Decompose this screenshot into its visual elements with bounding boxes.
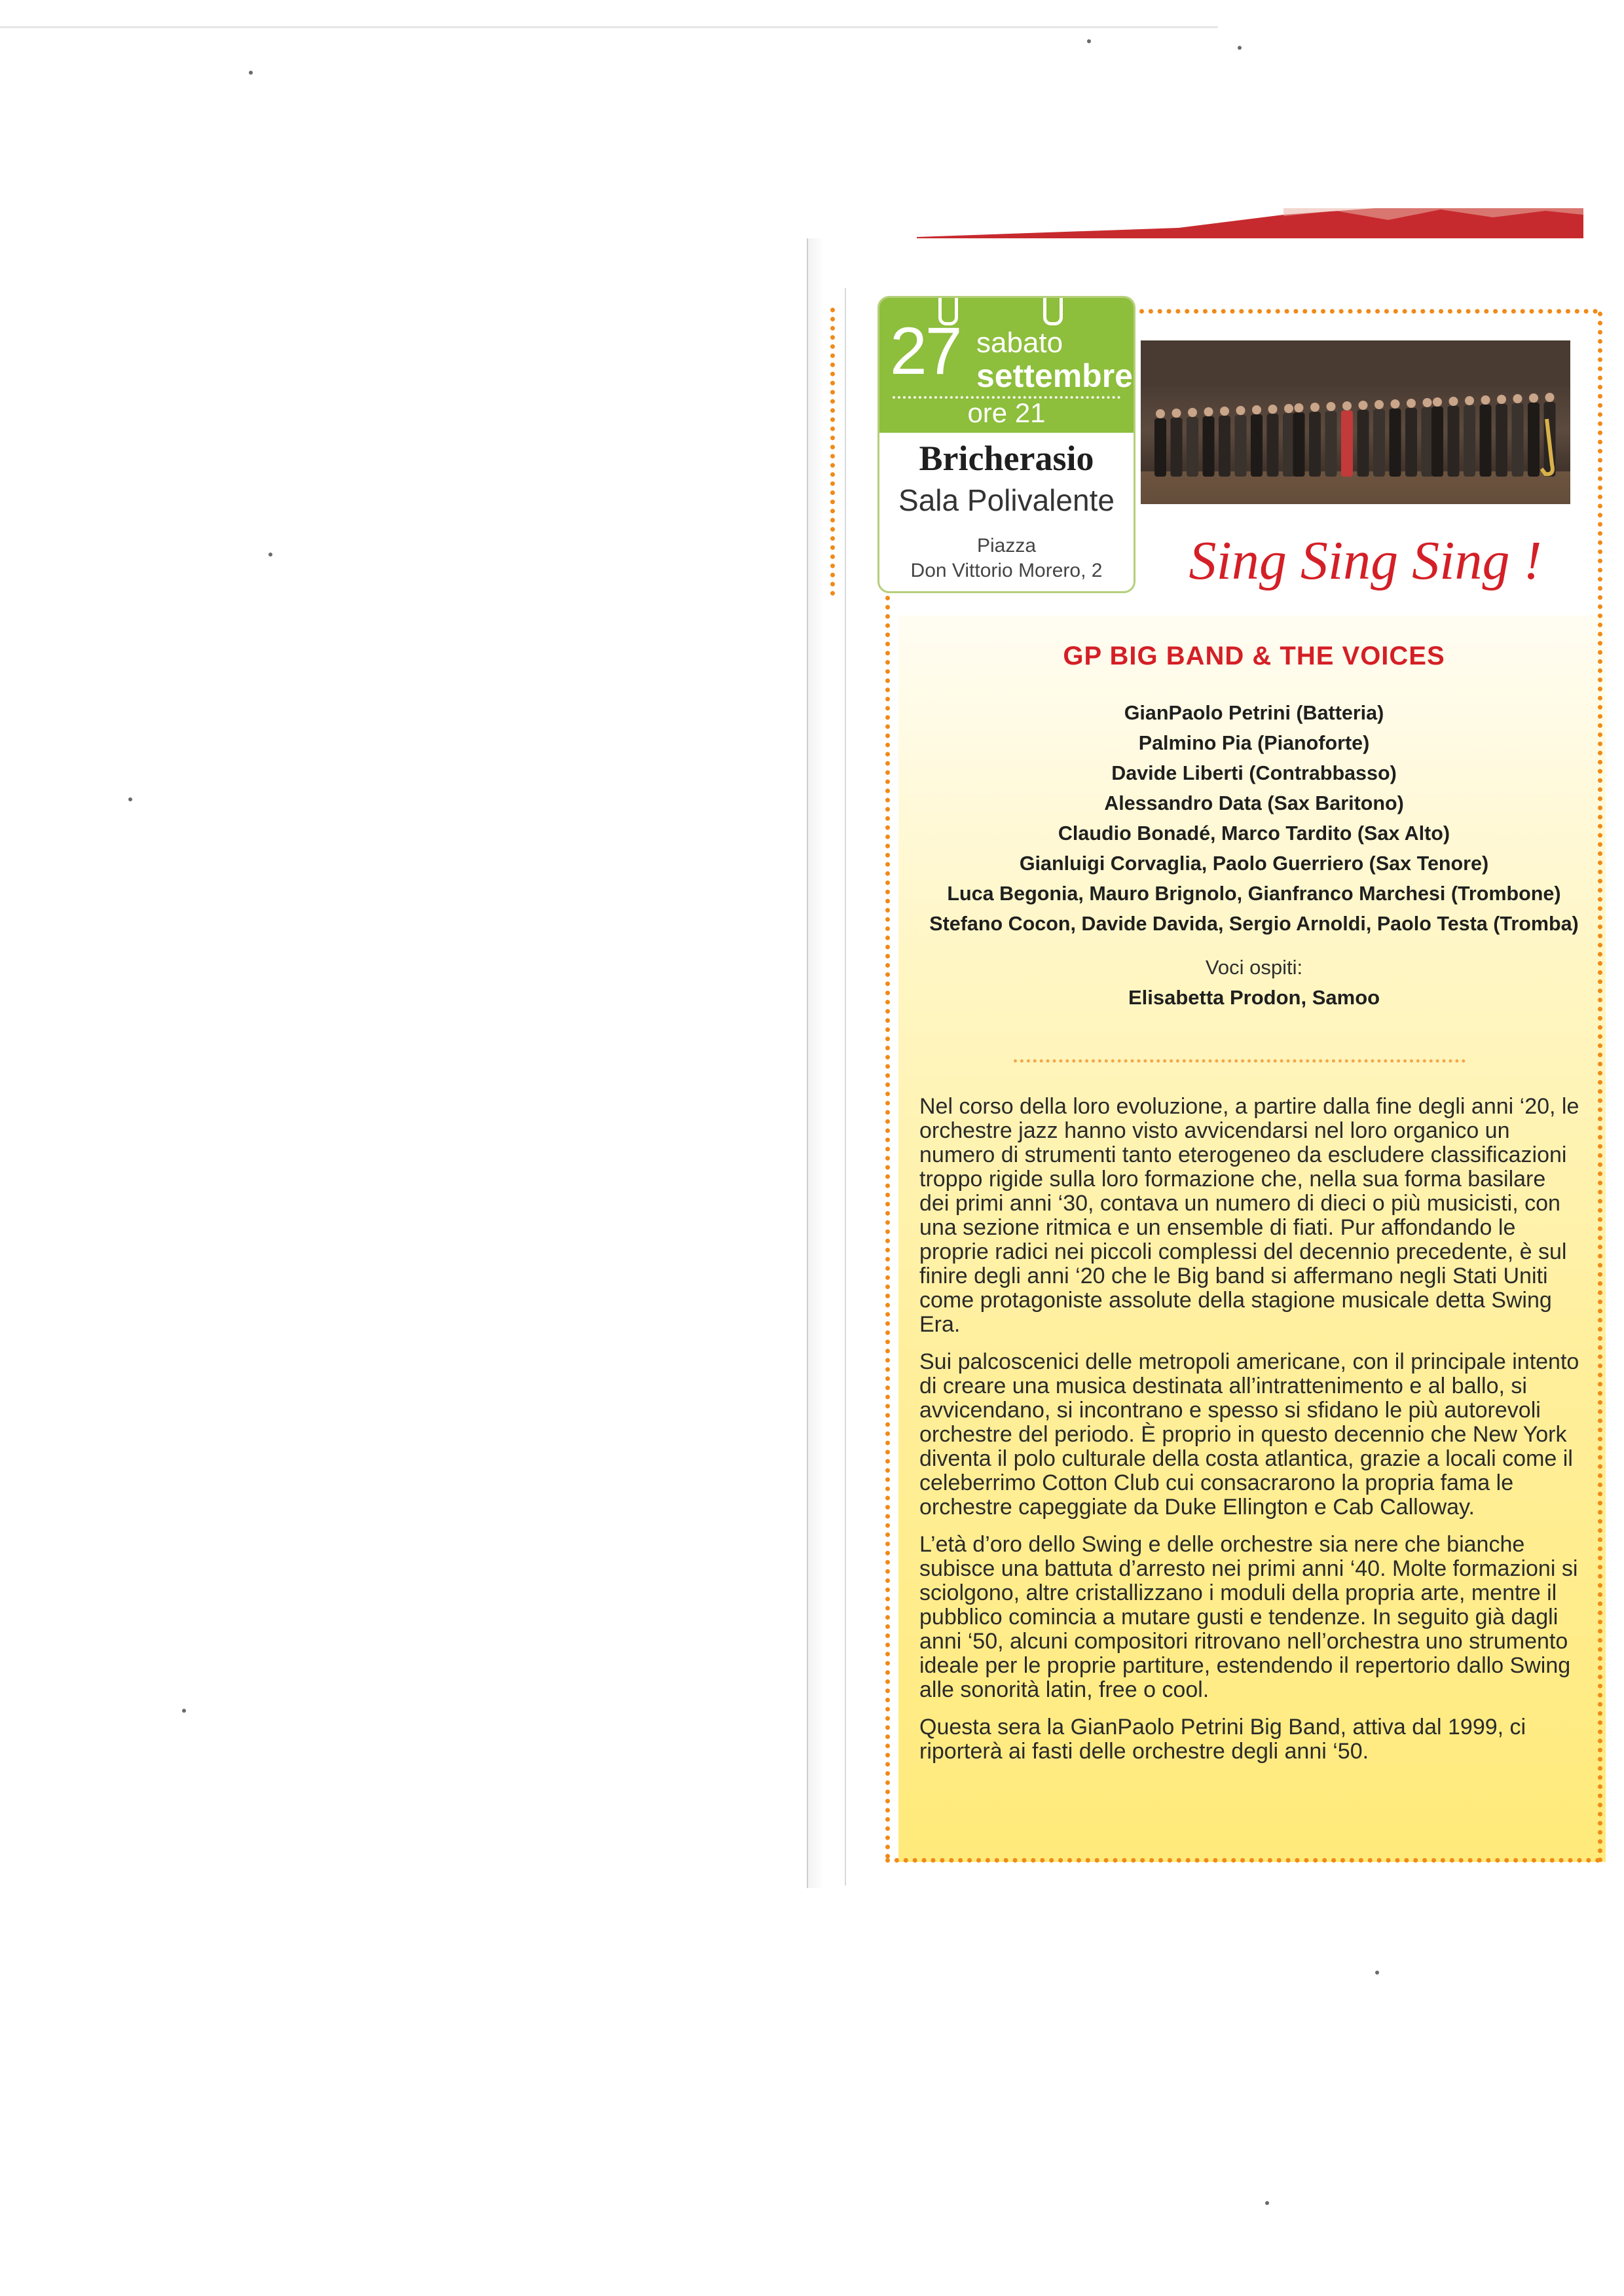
date-card [877,296,1135,593]
band-name: GP BIG BAND & THE VOICES [1063,642,1445,670]
musician-figure [1267,414,1279,477]
musician-head [1433,397,1442,407]
article-paragraph: L’età d’oro dello Swing e delle orchestre sia nere che bianche subisce una battuta d’arresto nei primi anni ‘40. Molte formazioni si sciolgono, altre cristallizzano i moduli della propria arte, mentre il pubblico comincia a mutare gusti e tendenze. In seguito già dagli anni ‘50, alcuni compositori ritrovano nell’orchestra uno strumento ideale per le proprie partiture, estendendo il repertorio dallo Swing alle sonorità latin, free o cool. [919,1532,1578,1702]
musician-head [1236,406,1246,415]
lineup-item: Luca Begonia, Mauro Brignolo, Gianfranco Marchesi (Trombone) [947,883,1561,905]
scan-edge-line [0,26,1218,28]
musician-figure [1293,412,1305,477]
scan-speck [1265,2201,1269,2205]
article-paragraph: Sui palcoscenici delle metropoli americane, con il principale intento di creare una musica destinata all’intrattenimento e al ballo, si avvicendano, si incontrano e spesso si sfidano le più autorevoli orchestre del periodo. È proprio in questo decennio che New York diventa il polo culturale della costa atlantica, grazie a locali come il celeberrimo Cotton Club cui consacrarono la propria fama le orchestre capeggiate da Duke Ellington e Cab Calloway. [919,1349,1579,1520]
musician-head [1423,398,1432,407]
top-banner-strip [917,208,1583,238]
musician-head [1284,404,1293,413]
musician-head [1295,403,1304,412]
scan-speck [1087,39,1091,43]
event-time: ore 21 [967,397,1046,428]
musician-head [1327,402,1336,411]
band-photo [1141,340,1570,504]
lineup-item: Davide Liberti (Contrabbasso) [1111,762,1397,784]
lineup-item: Gianluigi Corvaglia, Paolo Guerriero (Sax Tenore) [1019,852,1489,875]
musician-head [1481,395,1490,405]
musician-head [1172,409,1181,418]
musician-figure [1154,418,1166,477]
event-address-line2: Don Vittorio Morero, 2 [910,560,1103,581]
article-paragraph: Nel corso della loro evoluzione, a partire dalla fine degli anni ‘20, le orchestre jazz hanno visto avvicendarsi nel loro organico un numero di strumenti tanto eterogeneo da escludere classificazioni troppo rigide sulla loro formazione che, nella sua forma basilare dei primi anni ‘30, contava un numero di dieci o più musicisti, con una sezione ritmica e un ensemble di fiati. Pur affondando le proprie radici nei piccoli complessi del decennio precedente, è sul finire degli anni ‘20 che le Big band si affermano negli Stati Uniti come protagoniste assolute della stagione musicale detta Swing Era. [919,1094,1579,1337]
scan-speck [1238,46,1242,50]
band-lineup [904,698,1604,939]
musician-figure [1405,408,1417,477]
dotted-border-right [1598,312,1602,1863]
musician-figure [1309,412,1321,477]
event-weekday: sabato [976,327,1063,359]
musician-figure [1528,403,1540,477]
musician-figure [1422,407,1433,477]
musician-head [1529,393,1538,403]
musician-head [1407,399,1416,408]
event-address-line1: Piazza [976,535,1037,556]
event-hall: Sala Polivalente [898,483,1115,517]
musician-head [1220,407,1229,416]
musician-figure [1448,406,1460,477]
musician-figure [1464,405,1475,477]
scan-speck [249,71,253,75]
event-day: 27 [890,314,961,388]
dotted-border-bottom [885,1858,1600,1863]
musician-head [1310,403,1320,412]
musician-head [1268,405,1278,414]
musician-figure [1219,416,1230,477]
musician-head [1204,407,1213,416]
article-paragraph: Questa sera la GianPaolo Petrini Big Band, attiva dal 1999, ci riporterà ai fasti delle orchestre degli anni ‘50. [919,1715,1526,1764]
musician-figure [1512,403,1524,477]
scan-speck [1375,1971,1379,1975]
musician-head [1252,405,1261,414]
event-month: settembre [976,357,1133,394]
musician-head [1375,400,1384,409]
guests-label: Voci ospiti: [1205,956,1303,979]
musician-figure [1341,410,1353,477]
musician-figure [1171,418,1183,477]
dotted-border-left [885,596,890,1859]
musician-head [1449,397,1458,406]
article-body [919,1095,1581,1777]
musician-head [1497,395,1506,404]
musician-figure [1325,411,1337,477]
lineup-item: GianPaolo Petrini (Batteria) [1124,702,1384,724]
musician-head [1342,401,1352,410]
musician-head [1156,409,1165,418]
musician-figure [1431,407,1443,477]
musician-figure [1480,405,1492,477]
musician-figure [1390,409,1401,477]
musician-figure [1203,416,1215,477]
calendar-ring-icon [1043,296,1063,325]
musician-head [1188,408,1197,417]
musician-figure [1357,410,1369,477]
lineup-item: Claudio Bonadé, Marco Tardito (Sax Alto) [1058,822,1450,845]
musician-head [1545,393,1555,402]
dotted-border-left-outer [830,308,835,596]
lineup-item: Stefano Cocon, Davide Davida, Sergio Arnoldi, Paolo Testa (Tromba) [929,913,1579,935]
clipping-fold-line [845,288,846,1886]
musician-head [1465,396,1474,405]
section-divider [1014,1059,1466,1063]
concert-title: Sing Sing Sing ! [1189,530,1542,591]
musician-figure [1283,413,1295,477]
guests-names: Elisabetta Prodon, Samoo [1128,986,1380,1009]
clipping-fold-edge [807,238,824,1888]
musician-figure [1373,409,1385,477]
musician-head [1391,399,1400,409]
scan-speck [182,1709,186,1713]
musician-head [1359,401,1368,410]
musician-head [1513,394,1522,403]
musician-figure [1235,415,1247,477]
musician-figure [1251,414,1263,477]
dotted-border-top [1139,309,1598,314]
scan-speck [128,797,132,801]
musician-figure [1496,404,1507,477]
lineup-item: Palmino Pia (Pianoforte) [1138,732,1370,754]
event-town: Bricherasio [919,439,1094,478]
scan-speck [268,553,272,556]
musician-figure [1187,417,1198,477]
lineup-item: Alessandro Data (Sax Baritono) [1104,792,1404,814]
